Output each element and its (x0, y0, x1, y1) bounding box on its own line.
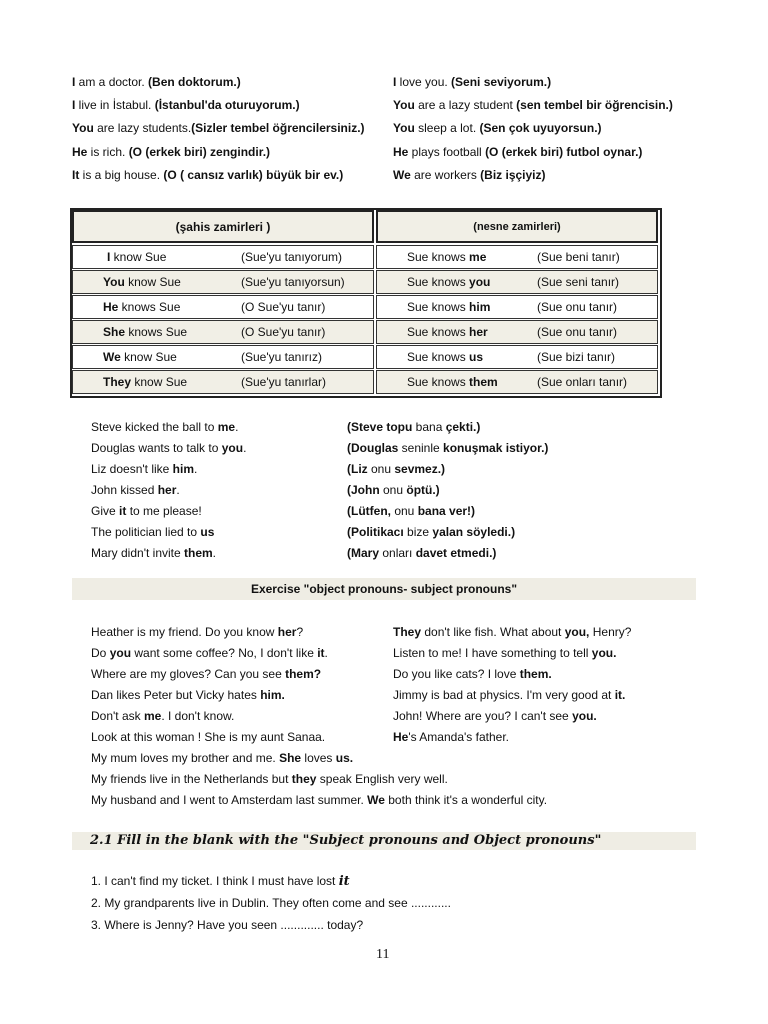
example-text: . (194, 462, 198, 476)
turkish-translation: (Sizler tembel öğrencilersiniz.) (191, 121, 365, 135)
intro-sentence (393, 75, 551, 89)
exercise-bold: them. (519, 667, 552, 681)
object-pronoun: it (119, 504, 127, 518)
exercise-text: don't like fish. What about (421, 625, 565, 639)
object-translation: (Sue onu tanır) (537, 325, 618, 339)
table-row-object (376, 370, 658, 394)
sentence-text: are lazy students. (93, 121, 192, 135)
example-text: . (176, 483, 180, 497)
table-row-object (376, 245, 658, 269)
object-translation: (Sue onları tanır) (537, 375, 628, 389)
exercise-bold: me (143, 709, 162, 723)
exercise-sentence (393, 625, 631, 639)
page-number: 11 (376, 947, 390, 962)
exercise-sentence (91, 688, 285, 702)
translation-bold: çekti.) (445, 420, 481, 434)
exercise-bold: her (277, 625, 297, 639)
exercise-bold: She (279, 751, 302, 765)
turkish-translation: (Seni seviyorum.) (451, 75, 552, 89)
example-text: Douglas wants to talk to (91, 441, 222, 455)
subject-pronoun: I (72, 98, 76, 112)
intro-sentence (72, 98, 300, 112)
intro-sentence (393, 121, 602, 135)
turkish-translation: (O (erkek biri) zengindir.) (128, 145, 271, 159)
exercise-bold: it (317, 646, 325, 660)
turkish-translation: (Biz işçiyiz) (480, 168, 546, 182)
table-header-subject (72, 210, 374, 243)
example-sentence (91, 441, 246, 455)
exercise-text: want some coffee? No, I don't like (131, 646, 318, 660)
exercise-sentence (91, 751, 353, 765)
subject-pronoun: I (107, 250, 111, 264)
subject-translation: (Sue'yu tanıyorsun) (241, 275, 345, 289)
example-sentence (91, 525, 214, 539)
subject-pronoun: You (103, 275, 125, 289)
exercise-bold: We (367, 793, 385, 807)
fill-item-text: 3. Where is Jenny? Have you seen ............. today? (91, 918, 364, 932)
exercise-text: Where are my gloves? Can you see (91, 667, 286, 681)
exercise-text: speak English very well. (316, 772, 448, 786)
exercise-sentence (393, 667, 552, 681)
sentence-text: live in İstabul. (75, 98, 155, 112)
exercise-bold: you. (572, 709, 597, 723)
exercise-sentence (393, 688, 625, 702)
object-example (407, 300, 490, 314)
turkish-translation: (O (erkek biri) futbol oynar.) (485, 145, 643, 159)
sentence-text: plays football (408, 145, 486, 159)
example-translation (347, 546, 496, 560)
header-subject-label: (şahis zamirleri ) (175, 219, 271, 234)
table-row-subject (72, 245, 374, 269)
sentence-text: am a doctor. (75, 75, 149, 89)
subject-pronoun: You (393, 121, 415, 135)
exercise-sentence (91, 772, 448, 786)
subject-text: knows Sue (118, 300, 181, 314)
exercise-bold: they (291, 772, 317, 786)
translation-bold: (Mary (347, 546, 383, 560)
subject-pronoun: We (103, 350, 121, 364)
subject-pronoun: He (393, 145, 409, 159)
fill-item (91, 874, 350, 889)
table-row-object (376, 320, 658, 344)
subject-pronoun: I (72, 75, 76, 89)
object-example (407, 250, 486, 264)
subject-translation: (O Sue'yu tanır) (241, 300, 326, 314)
object-translation: (Sue seni tanır) (537, 275, 620, 289)
table-row-subject (72, 320, 374, 344)
exercise-text: My husband and I went to Amsterdam last summer. (91, 793, 368, 807)
subject-pronoun: She (103, 325, 126, 339)
subject-example (103, 300, 180, 314)
intro-sentence (72, 75, 241, 89)
table-row-object (376, 345, 658, 369)
exercise-sentence (393, 730, 509, 744)
translation-bold: (Douglas (347, 441, 402, 455)
intro-sentence (393, 98, 673, 112)
example-sentence (91, 546, 216, 560)
exercise-bold: them? (285, 667, 322, 681)
example-text: Mary didn't invite (91, 546, 184, 560)
exercise-bold: you. (591, 646, 617, 660)
subject-pronoun: I (393, 75, 397, 89)
object-pronoun: me (469, 250, 487, 264)
subject-example (103, 275, 181, 289)
exercise-bold: us. (335, 751, 354, 765)
object-pronoun: him (172, 462, 195, 476)
exercise-bold: him. (260, 688, 285, 702)
subject-text: knows Sue (125, 325, 188, 339)
turkish-translation: (O ( cansız varlık) büyük bir ev.) (163, 168, 344, 182)
example-sentence (91, 420, 238, 434)
exercise-text: Listen to me! I have something to tell (393, 646, 592, 660)
example-sentence (91, 483, 180, 497)
turkish-translation: (sen tembel bir öğrencisin.) (516, 98, 673, 112)
object-translation: (Sue onu tanır) (537, 300, 618, 314)
exercise-text: Look at this woman ! She is my aunt Sanaa. (91, 730, 326, 744)
object-example (407, 350, 483, 364)
example-translation (347, 525, 515, 539)
table-header-object (376, 210, 658, 243)
turkish-translation: (Ben doktorum.) (148, 75, 241, 89)
object-pronoun: you (221, 441, 244, 455)
subject-pronoun: He (72, 145, 88, 159)
object-text: Sue knows (407, 375, 470, 389)
translation-bold: konuşmak istiyor.) (443, 441, 549, 455)
table-row-subject (72, 295, 374, 319)
subject-translation: (Sue'yu tanıyorum) (241, 250, 342, 264)
object-pronoun: her (157, 483, 177, 497)
exercise-text: Heather is my friend. Do you know (91, 625, 278, 639)
exercise-text: 's Amanda's father. (408, 730, 509, 744)
subject-pronoun: They (103, 375, 132, 389)
subject-text: know Sue (124, 275, 181, 289)
subject-example (103, 350, 177, 364)
translation-text: onu (383, 483, 407, 497)
table-row-object (376, 270, 658, 294)
sentence-text: are workers (410, 168, 481, 182)
object-example (407, 275, 490, 289)
table-row-subject (72, 270, 374, 294)
intro-sentence (72, 145, 270, 159)
turkish-translation: (İstanbul'da oturuyorum.) (154, 98, 300, 112)
object-translation: (Sue beni tanır) (537, 250, 620, 264)
exercise-text: . (324, 646, 328, 660)
object-example (407, 325, 488, 339)
example-text: . (212, 546, 217, 560)
sentence-text: sleep a lot. (414, 121, 480, 135)
subject-text: know Sue (131, 375, 188, 389)
subject-pronoun: You (393, 98, 415, 112)
subject-pronoun: It (72, 168, 80, 182)
exercise-text: Do you like cats? I love (393, 667, 520, 681)
exercise-text: both think it's a wonderful city. (384, 793, 548, 807)
object-text: Sue knows (407, 350, 470, 364)
translation-text: bana (415, 420, 446, 434)
fill-item (91, 896, 451, 910)
object-pronoun: her (469, 325, 488, 339)
exercise-sentence (91, 730, 325, 744)
exercise-text: My mum loves my brother and me. (91, 751, 280, 765)
subject-translation: (Sue'yu tanırız) (241, 350, 322, 364)
fill-item-text: 2. My grandparents live in Dublin. They often come and see ............ (91, 896, 451, 910)
subject-example (103, 375, 187, 389)
translation-bold: (Lütfen, (347, 504, 395, 518)
example-translation (347, 420, 480, 434)
example-text: The politician lied to (91, 525, 201, 539)
object-pronoun: them (469, 375, 498, 389)
object-pronoun: him (469, 300, 491, 314)
translation-text: onu (371, 462, 395, 476)
example-translation (347, 483, 440, 497)
translation-bold: (Steve topu (347, 420, 416, 434)
intro-sentence (393, 168, 546, 182)
exercise-sentence (91, 667, 321, 681)
sentence-text: is a big house. (79, 168, 164, 182)
translation-bold: (Liz (347, 462, 371, 476)
object-text: Sue knows (407, 275, 470, 289)
turkish-translation: (Sen çok uyuyorsun.) (479, 121, 602, 135)
object-pronoun: you (469, 275, 491, 289)
exercise-bold: you (109, 646, 132, 660)
handwritten-answer: it (338, 874, 350, 889)
sentence-text: are a lazy student (414, 98, 517, 112)
exercise-sentence (393, 646, 616, 660)
object-text: Sue knows (407, 250, 470, 264)
sentence-text: is rich. (87, 145, 129, 159)
exercise-text: . I don't know. (161, 709, 235, 723)
exercise-sentence (91, 625, 303, 639)
exercise-bold: it. (614, 688, 626, 702)
translation-bold: yalan söyledi.) (432, 525, 516, 539)
translation-bold: (John (347, 483, 383, 497)
object-example (407, 375, 498, 389)
exercise-text: Don't ask (91, 709, 144, 723)
example-text: Give (91, 504, 120, 518)
example-text: John kissed (91, 483, 158, 497)
exercise-text: Henry? (589, 625, 632, 639)
object-translation: (Sue bizi tanır) (537, 350, 616, 364)
subject-example (103, 325, 187, 339)
object-text: Sue knows (407, 300, 470, 314)
example-sentence (91, 462, 197, 476)
exercise-text: ? (296, 625, 304, 639)
fill-item-text: 1. I can't find my ticket. I think I must have lost (91, 874, 339, 888)
intro-sentence (72, 168, 343, 182)
example-sentence (91, 504, 202, 518)
subject-pronoun: We (393, 168, 411, 182)
exercise-text: John! Where are you? I can't see (393, 709, 573, 723)
translation-text: seninle (401, 441, 444, 455)
sentence-text: love you. (396, 75, 452, 89)
intro-sentence (393, 145, 642, 159)
example-text: . (235, 420, 239, 434)
exercise-bold: They (393, 625, 422, 639)
fill-title-band (72, 832, 696, 850)
object-pronoun: me (217, 420, 236, 434)
subject-text: know Sue (120, 350, 177, 364)
fill-title: 2.1 Fill in the blank with the "Subject pronouns and Object pronouns" (90, 833, 602, 848)
translation-bold: bana ver!) (417, 504, 476, 518)
table-row-object (376, 295, 658, 319)
subject-text: know Sue (110, 250, 167, 264)
object-pronoun: us (200, 525, 215, 539)
subject-example (107, 250, 166, 264)
object-pronoun: us (469, 350, 484, 364)
example-text: to me please! (126, 504, 202, 518)
subject-pronoun: He (103, 300, 119, 314)
exercise-bold: you, (564, 625, 590, 639)
translation-bold: (Politikacı (347, 525, 408, 539)
exercise-text: My friends live in the Netherlands but (91, 772, 292, 786)
table-row-subject (72, 370, 374, 394)
translation-text: onu (394, 504, 418, 518)
exercise-title: Exercise "object pronouns- subject pronouns" (250, 582, 518, 596)
example-text: Steve kicked the ball to (91, 420, 218, 434)
exercise-sentence (91, 709, 234, 723)
subject-translation: (O Sue'yu tanır) (241, 325, 326, 339)
exercise-sentence (91, 793, 547, 807)
exercise-sentence (91, 646, 328, 660)
example-translation (347, 504, 475, 518)
subject-pronoun: You (72, 121, 94, 135)
translation-text: bize (407, 525, 433, 539)
intro-sentence (72, 121, 365, 135)
subject-translation: (Sue'yu tanırlar) (241, 375, 326, 389)
translation-bold: öptü.) (406, 483, 440, 497)
exercise-bold: He (393, 730, 409, 744)
object-text: Sue knows (407, 325, 470, 339)
exercise-text: Do (91, 646, 110, 660)
fill-item (91, 918, 363, 932)
exercise-text: Jimmy is bad at physics. I'm very good at (393, 688, 615, 702)
exercise-title-band (72, 578, 696, 600)
example-text: . (243, 441, 247, 455)
example-translation (347, 462, 445, 476)
exercise-text: loves (301, 751, 336, 765)
example-text: Liz doesn't like (91, 462, 173, 476)
header-object-label: (nesne zamirleri) (473, 220, 561, 233)
translation-bold: sevmez.) (394, 462, 446, 476)
exercise-sentence (393, 709, 597, 723)
object-pronoun: them (184, 546, 213, 560)
table-row-subject (72, 345, 374, 369)
translation-bold: davet etmedi.) (415, 546, 497, 560)
example-translation (347, 441, 548, 455)
translation-text: onları (382, 546, 416, 560)
exercise-text: Dan likes Peter but Vicky hates (91, 688, 261, 702)
